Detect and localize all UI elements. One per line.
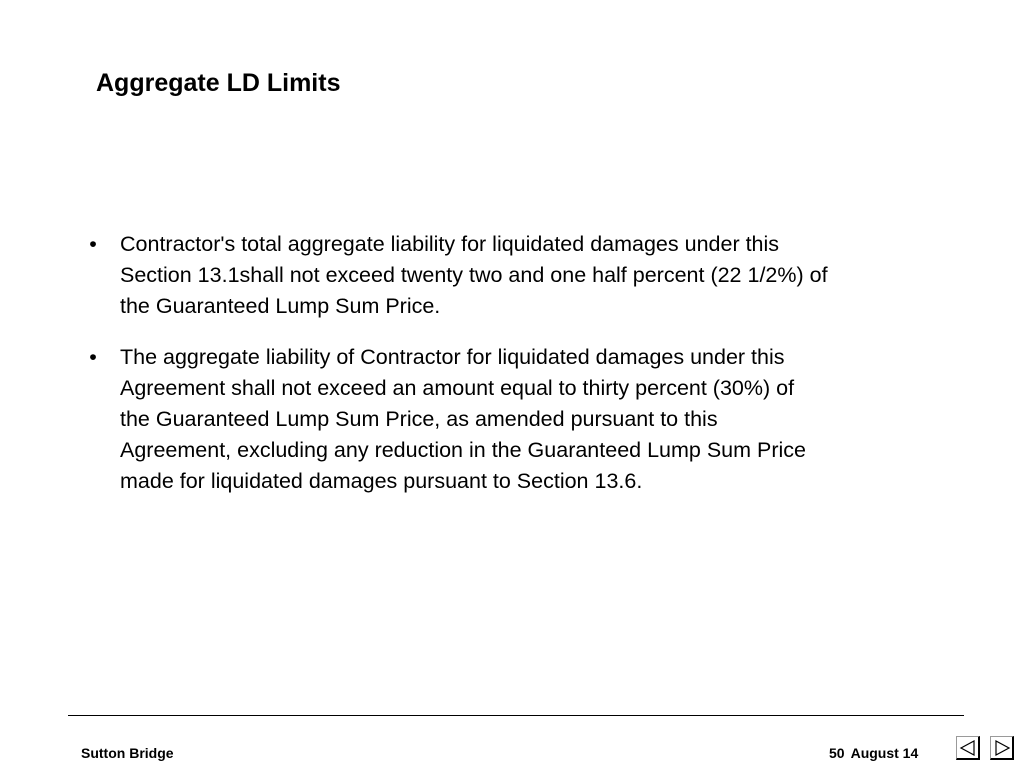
bullet-text-line: The aggregate liability of Contractor for liquidated damages under this [120, 345, 785, 369]
bullet-marker: • [89, 345, 97, 369]
footer-divider [68, 715, 964, 716]
next-slide-button[interactable] [990, 736, 1014, 760]
triangle-right-icon [993, 739, 1011, 757]
bullet-list [84, 229, 964, 517]
bullet-item [84, 342, 964, 497]
footer-presentation-name: Sutton Bridge [81, 745, 174, 761]
bullet-text-line: the Guaranteed Lump Sum Price, as amended pursuant to this [120, 407, 718, 431]
footer-date: August 14 [850, 745, 919, 761]
previous-slide-button[interactable] [956, 736, 980, 760]
footer-page-info [829, 744, 918, 762]
bullet-text-line: made for liquidated damages pursuant to Section 13.6. [120, 469, 643, 493]
bullet-marker: • [89, 232, 97, 256]
bullet-text-line: the Guaranteed Lump Sum Price. [120, 294, 441, 318]
slide-title: Aggregate LD Limits [96, 69, 341, 97]
triangle-left-icon [959, 739, 977, 757]
bullet-text-line: Agreement, excluding any reduction in the Guaranteed Lump Sum Price [120, 438, 807, 462]
bullet-text-line: Section 13.1shall not exceed twenty two and one half percent (22 1/2%) of [120, 263, 828, 287]
bullet-text-line: Agreement shall not exceed an amount equal to thirty percent (30%) of [120, 376, 795, 400]
bullet-item [84, 229, 964, 322]
page-number: 50 [829, 745, 845, 761]
bullet-text-line: Contractor's total aggregate liability for liquidated damages under this [120, 232, 780, 256]
